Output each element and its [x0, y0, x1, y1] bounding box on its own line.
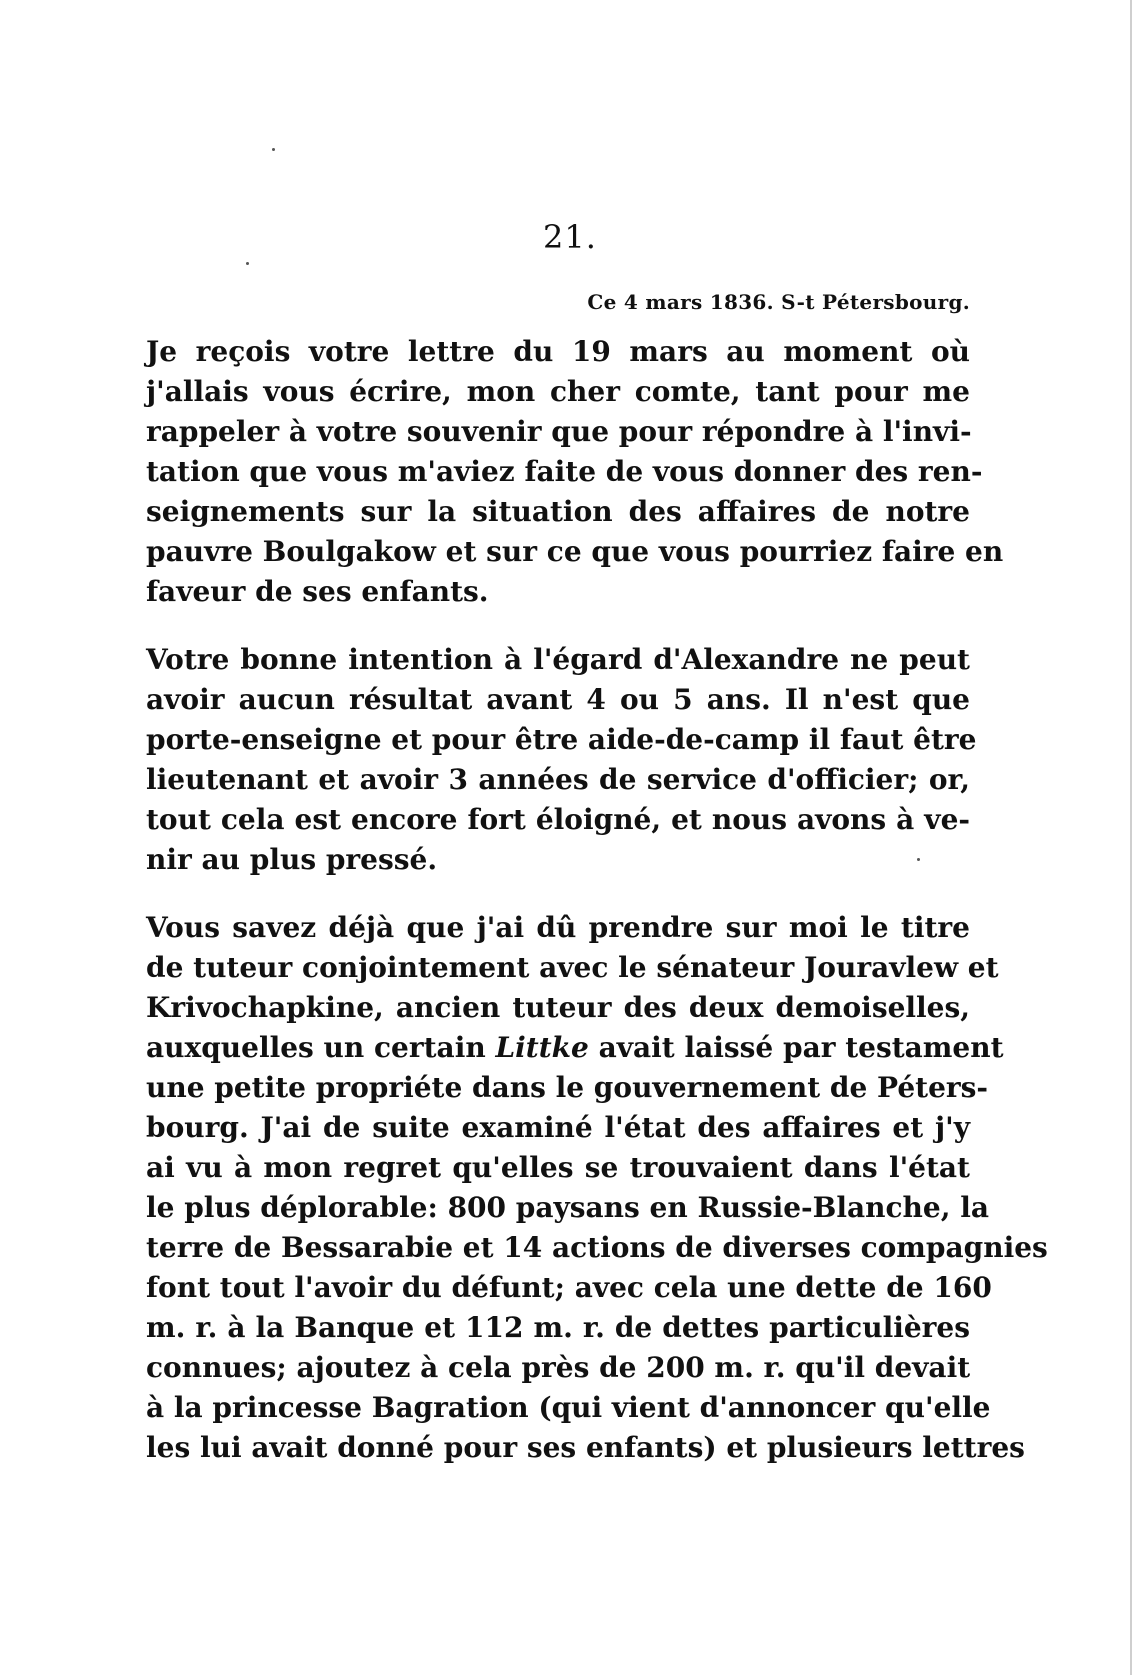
text-line: font tout l'avoir du défunt; avec cela une dette de 160	[146, 1271, 992, 1304]
text-line: le plus déplorable: 800 paysans en Russie-Blanche, la	[146, 1191, 989, 1224]
text-line: une petite propriéte dans le gouvernement de Péters-	[146, 1071, 989, 1104]
page-number: 21.	[543, 218, 597, 256]
text-line: Votre bonne intention à l'égard d'Alexandre ne peut	[146, 643, 970, 676]
letter-body	[146, 332, 1048, 1468]
text-line: faveur de ses enfants.	[146, 575, 489, 608]
italic-name-littke: Littke	[495, 1031, 589, 1064]
paragraph-3	[146, 908, 1048, 1468]
letter-dateline: Ce 4 mars 1836. S-t Pétersbourg.	[587, 290, 970, 314]
text-line: rappeler à votre souvenir que pour répondre à l'invi-	[146, 415, 972, 448]
paragraph-1	[146, 332, 1004, 612]
text-line: de tuteur conjointement avec le sénateur Jouravlew et	[146, 951, 999, 984]
text-line: connues; ajoutez à cela près de 200 m. r. qu'il devait	[146, 1351, 971, 1384]
text-line: porte-enseigne et pour être aide-de-camp il faut être	[146, 723, 977, 756]
text-line: Vous savez déjà que j'ai dû prendre sur moi le titre	[146, 911, 970, 944]
paragraph-2	[146, 640, 977, 880]
scan-speck	[272, 148, 275, 151]
text-line: tation que vous m'aviez faite de vous donner des ren-	[146, 455, 983, 488]
text-line: auxquelles un certain Littke avait laissé par testament	[146, 1031, 1004, 1064]
scan-speck	[246, 262, 249, 265]
text-line: lieutenant et avoir 3 années de service d'officier; or,	[146, 763, 970, 796]
text-line: m. r. à la Banque et 112 m. r. de dettes particulières	[146, 1311, 970, 1344]
text-line: bourg. J'ai de suite examiné l'état des affaires et j'y	[146, 1111, 970, 1144]
text-line: j'allais vous écrire, mon cher comte, tant pour me	[146, 375, 970, 408]
text-line: tout cela est encore fort éloigné, et nous avons à ve-	[146, 803, 970, 836]
text-line: pauvre Boulgakow et sur ce que vous pourriez faire en	[146, 535, 1004, 568]
text-line: seignements sur la situation des affaires de notre	[146, 495, 970, 528]
text-line: Krivochapkine, ancien tuteur des deux demoiselles,	[146, 991, 970, 1024]
text-line: les lui avait donné pour ses enfants) et plusieurs lettres	[146, 1431, 1025, 1464]
text-line: nir au plus pressé.	[146, 843, 438, 876]
text-line: à la princesse Bagration (qui vient d'annoncer qu'elle	[146, 1391, 991, 1424]
text-line: avoir aucun résultat avant 4 ou 5 ans. Il n'est que	[146, 683, 970, 716]
text-line: Je reçois votre lettre du 19 mars au moment où	[146, 335, 970, 368]
text-line: ai vu à mon regret qu'elles se trouvaient dans l'état	[146, 1151, 970, 1184]
text-line: terre de Bessarabie et 14 actions de diverses compagnies	[146, 1231, 1048, 1264]
